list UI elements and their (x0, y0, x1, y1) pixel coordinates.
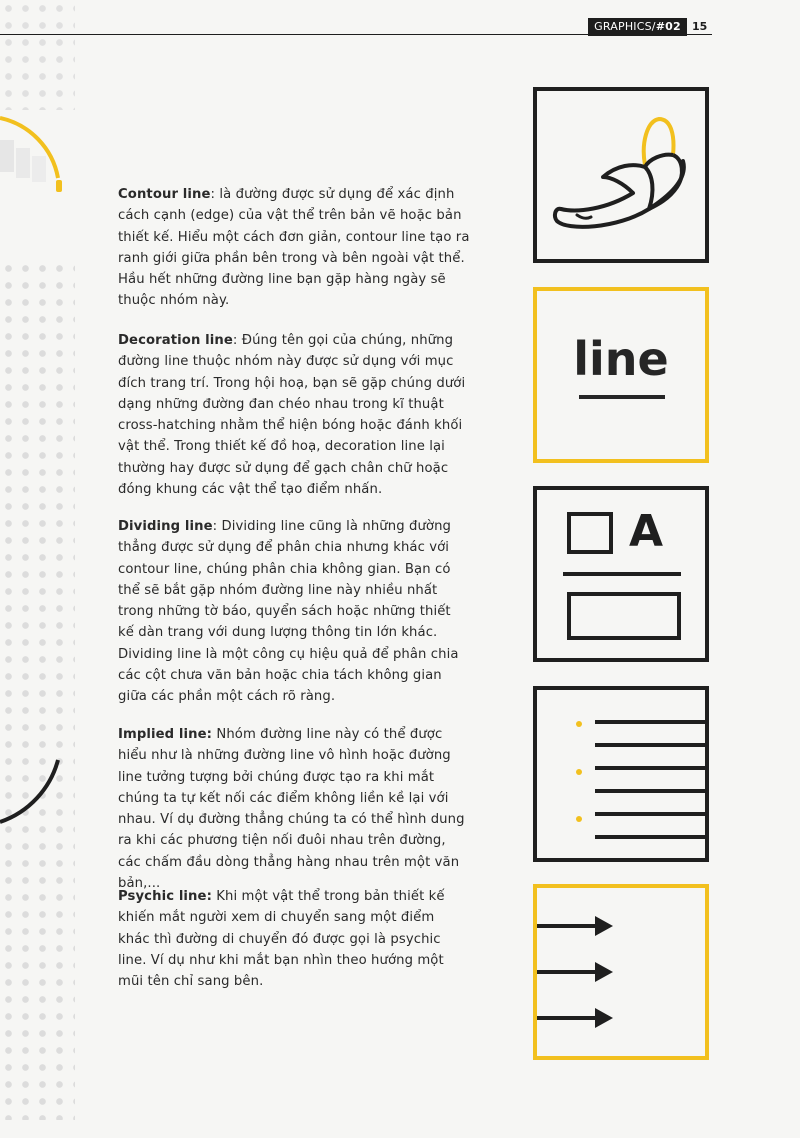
arrows-icon (537, 888, 705, 1056)
implied-line-illustration (533, 686, 709, 862)
line-word: line (573, 332, 669, 386)
paragraph-contour-line (118, 184, 470, 312)
term-contour-line: Contour line (118, 187, 211, 202)
contour-line-illustration (533, 87, 709, 263)
paragraph-implied-line (118, 724, 470, 894)
term-implied-line: Implied line: (118, 727, 213, 742)
page-number: 15 (692, 20, 708, 33)
issue-number: #02 (655, 20, 681, 33)
term-decoration-line: Decoration line (118, 333, 233, 348)
decoration-line-illustration (533, 287, 709, 463)
paragraph-psychic-line (118, 886, 470, 992)
term-psychic-line: Psychic line: (118, 889, 212, 904)
layout-icon (537, 490, 705, 658)
decorative-arcs (0, 0, 90, 1138)
section-label-text: GRAPHICS/ (594, 20, 656, 33)
bullet-list-icon (537, 690, 705, 858)
paragraph-text: : Đúng tên gọi của chúng, những đường line thuộc nhóm này được sử dụng với mục đích trang trí. Trong hội hoạ, bạn sẽ gặp chúng dưới dạng những đường đan chéo nhau trong kĩ thuật cross-hatching nhằm thể hiện bóng hoặc đánh khối vật thể. Trong thiết kế đồ hoạ, decoration line lại thường hay được sử dụng để gạch chân chữ hoặc đóng khung các vật thể tạo điểm nhấn. (118, 333, 466, 498)
paragraph-dividing-line (118, 516, 470, 708)
paragraph-text: Khi một vật thể trong bản thiết kế khiến mắt người xem di chuyển sang một điểm khác thì đường di chuyển đó được gọi là psychic line. Ví dụ như khi mắt bạn nhìn theo hướng một mũi tên chỉ sang bên. (118, 889, 445, 990)
term-dividing-line: Dividing line (118, 519, 213, 534)
decorative-underline (579, 395, 665, 399)
paragraph-text: : Dividing line cũng là những đường thẳng được sử dụng để phân chia nhưng khác với contour line, chúng phân chia không gian. Bạn có thể sẽ bắt gặp nhóm đường line này nhiều nhất trong những tờ báo, quyển sách hoặc những thiết kế dàn trang với dung lượng thông tin lớn khác. Dividing line là một công cụ hiệu quả để phân chia các cột chưa văn bản hoặc chia tách không gian giữa các phần một cách rõ ràng. (118, 519, 459, 705)
dividing-line-illustration (533, 486, 709, 662)
psychic-line-illustration (533, 884, 709, 1060)
paragraph-text: Nhóm đường line này có thể được hiểu như là những đường line vô hình hoặc đường line tưởng tượng bởi chúng được tạo ra khi mắt chúng ta tự kết nối các điểm không liền kề lại với nhau. Ví dụ đường thẳng chúng ta có thể hình dung ra khi các phương tiện nối đuôi nhau trên đường, các chấm đầu dòng thẳng hàng nhau trên một văn bản,... (118, 727, 465, 892)
paragraph-text: : là đường được sử dụng để xác định cách cạnh (edge) của vật thể trên bản vẽ hoặc bản thiết kế. Hiểu một cách đơn giản, contour line tạo ra ranh giới giữa phần bên trong và bên ngoài vật thể. Hầu hết những đường line bạn gặp hàng ngày sẽ thuộc nhóm này. (118, 187, 470, 309)
section-label (588, 18, 687, 36)
left-margin-decoration (0, 0, 90, 1138)
letter-a: A (629, 506, 664, 557)
banana-icon (537, 91, 705, 259)
paragraph-decoration-line (118, 330, 470, 500)
